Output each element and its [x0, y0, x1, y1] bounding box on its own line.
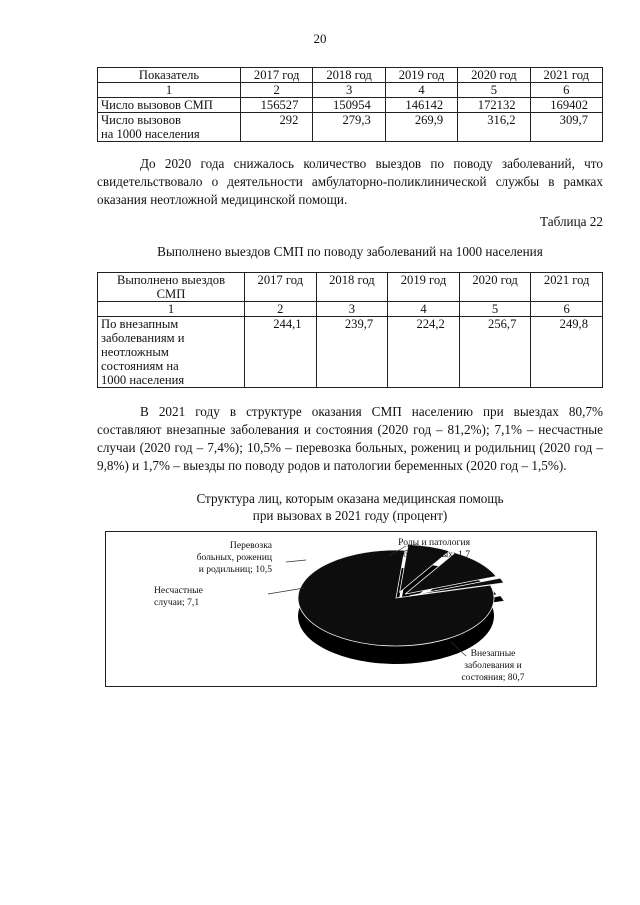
- table-header-cell: Показатель: [98, 68, 241, 83]
- slice-label-line: Несчастные: [154, 585, 203, 596]
- table-row: [98, 98, 603, 113]
- table-cell: 3: [313, 83, 385, 98]
- table-header-row: [98, 273, 603, 302]
- table-row: [98, 317, 603, 388]
- table-index-row: [98, 302, 603, 317]
- paragraph-1: До 2020 года снижалось количество выездов по поводу заболеваний, что свидетельствовало о деятельности амбулаторно-поликлинической службы в рамках оказания неотложной медицинской помощи.: [97, 156, 603, 207]
- table-header-cell: 2017 год: [241, 68, 313, 83]
- slice-label-line: и родильниц; 10,5: [198, 564, 272, 575]
- row-label-line: состояниям на: [101, 359, 179, 373]
- table-header-cell: 2020 год: [458, 68, 530, 83]
- visits-table: [97, 272, 603, 388]
- chart-title-line: при вызовах в 2021 году (процент): [252, 508, 448, 523]
- table-header-cell: 2017 год: [245, 273, 317, 302]
- table-2-title: Выполнено выездов СМП по поводу заболеваний на 1000 населения: [157, 244, 543, 259]
- table-cell: 1: [98, 83, 241, 98]
- row-label-line: заболеваниям и: [101, 331, 185, 345]
- paragraph-2: В 2021 году в структуре оказания СМП населению при выездах 80,7% составляют внезапные заболевания и состояния (2020 год – 81,2%); 7,1% – несчастные случаи (2020 год – 7,4%); 10,5% – перевозка больных, рожениц и родильниц (2020 год – 9,8%) и 1,7% – выезды по поводу родов и патологии беременных (2020 год – 1,5%).: [97, 404, 603, 473]
- table-cell: 269,9: [385, 113, 457, 142]
- table-cell: 244,1: [245, 317, 317, 388]
- slice-label-transport: [124, 540, 272, 576]
- table-header-cell: 2021 год: [530, 68, 602, 83]
- table-header-row: [98, 68, 603, 83]
- table-header-cell: 2018 год: [316, 273, 388, 302]
- slice-label-line: случаи; 7,1: [154, 597, 200, 608]
- table-header-cell: 2019 год: [388, 273, 460, 302]
- table-header-cell: 2021 год: [531, 273, 603, 302]
- header-line: Выполнено выездов: [116, 273, 226, 287]
- table-cell: 249,8: [531, 317, 603, 388]
- row-label-line: По внезапным: [101, 317, 179, 331]
- table-header-cell: 2019 год: [385, 68, 457, 83]
- table-cell: 172132: [458, 98, 530, 113]
- slice-label-accidents: [154, 585, 274, 609]
- table-cell: 2: [245, 302, 317, 317]
- row-label: [98, 113, 241, 142]
- table-row: [98, 113, 603, 142]
- slice-label-line: Перевозка: [229, 540, 272, 551]
- table-cell: 150954: [313, 98, 385, 113]
- table-header-cell: [98, 273, 245, 302]
- chart-title-line: Структура лиц, которым оказана медицинская помощь: [196, 491, 504, 506]
- table-cell: 309,7: [530, 113, 602, 142]
- table-cell: 5: [459, 302, 531, 317]
- table-number: Таблица 22: [540, 214, 603, 229]
- slice-label-sudden: [438, 648, 548, 684]
- table-header-cell: 2018 год: [313, 68, 385, 83]
- table-cell: 316,2: [458, 113, 530, 142]
- slice-label-line: Внезапные: [470, 648, 516, 659]
- table-cell: 156527: [241, 98, 313, 113]
- slice-label-births: [350, 537, 470, 561]
- leader-line-0: [286, 560, 306, 562]
- pie-chart-frame: [105, 531, 597, 687]
- page-number: 20: [313, 31, 327, 46]
- slice-label-line: Роды и патология: [398, 537, 470, 548]
- row-label: [98, 317, 245, 388]
- row-label: Число вызовов СМП: [98, 98, 241, 113]
- table-cell: 2: [241, 83, 313, 98]
- table-cell: 224,2: [388, 317, 460, 388]
- table-index-row: [98, 83, 603, 98]
- table-cell: 6: [530, 83, 602, 98]
- table-header-cell: 2020 год: [459, 273, 531, 302]
- table-cell: 4: [388, 302, 460, 317]
- slice-label-line: заболевания и: [464, 660, 522, 671]
- table-cell: 279,3: [313, 113, 385, 142]
- table-cell: 169402: [530, 98, 602, 113]
- table-cell: 6: [531, 302, 603, 317]
- table-cell: 1: [98, 302, 245, 317]
- chart-title: [97, 490, 603, 524]
- row-label-line: на 1000 населения: [101, 127, 200, 141]
- slice-label-line: больных, рожениц: [196, 552, 272, 563]
- row-label-line: неотложным: [101, 345, 169, 359]
- table-cell: 256,7: [459, 317, 531, 388]
- table-cell: 292: [241, 113, 313, 142]
- slice-label-line: беременных; 1,7: [403, 549, 470, 560]
- row-label-line: Число вызовов: [101, 113, 181, 127]
- table-cell: 239,7: [316, 317, 388, 388]
- table-cell: 3: [316, 302, 388, 317]
- table-cell: 5: [458, 83, 530, 98]
- table-cell: 146142: [385, 98, 457, 113]
- slice-label-line: состояния; 80,7: [461, 672, 525, 683]
- header-line: СМП: [156, 287, 186, 301]
- table-cell: 4: [385, 83, 457, 98]
- row-label-line: 1000 населения: [101, 373, 185, 387]
- calls-table: [97, 67, 603, 142]
